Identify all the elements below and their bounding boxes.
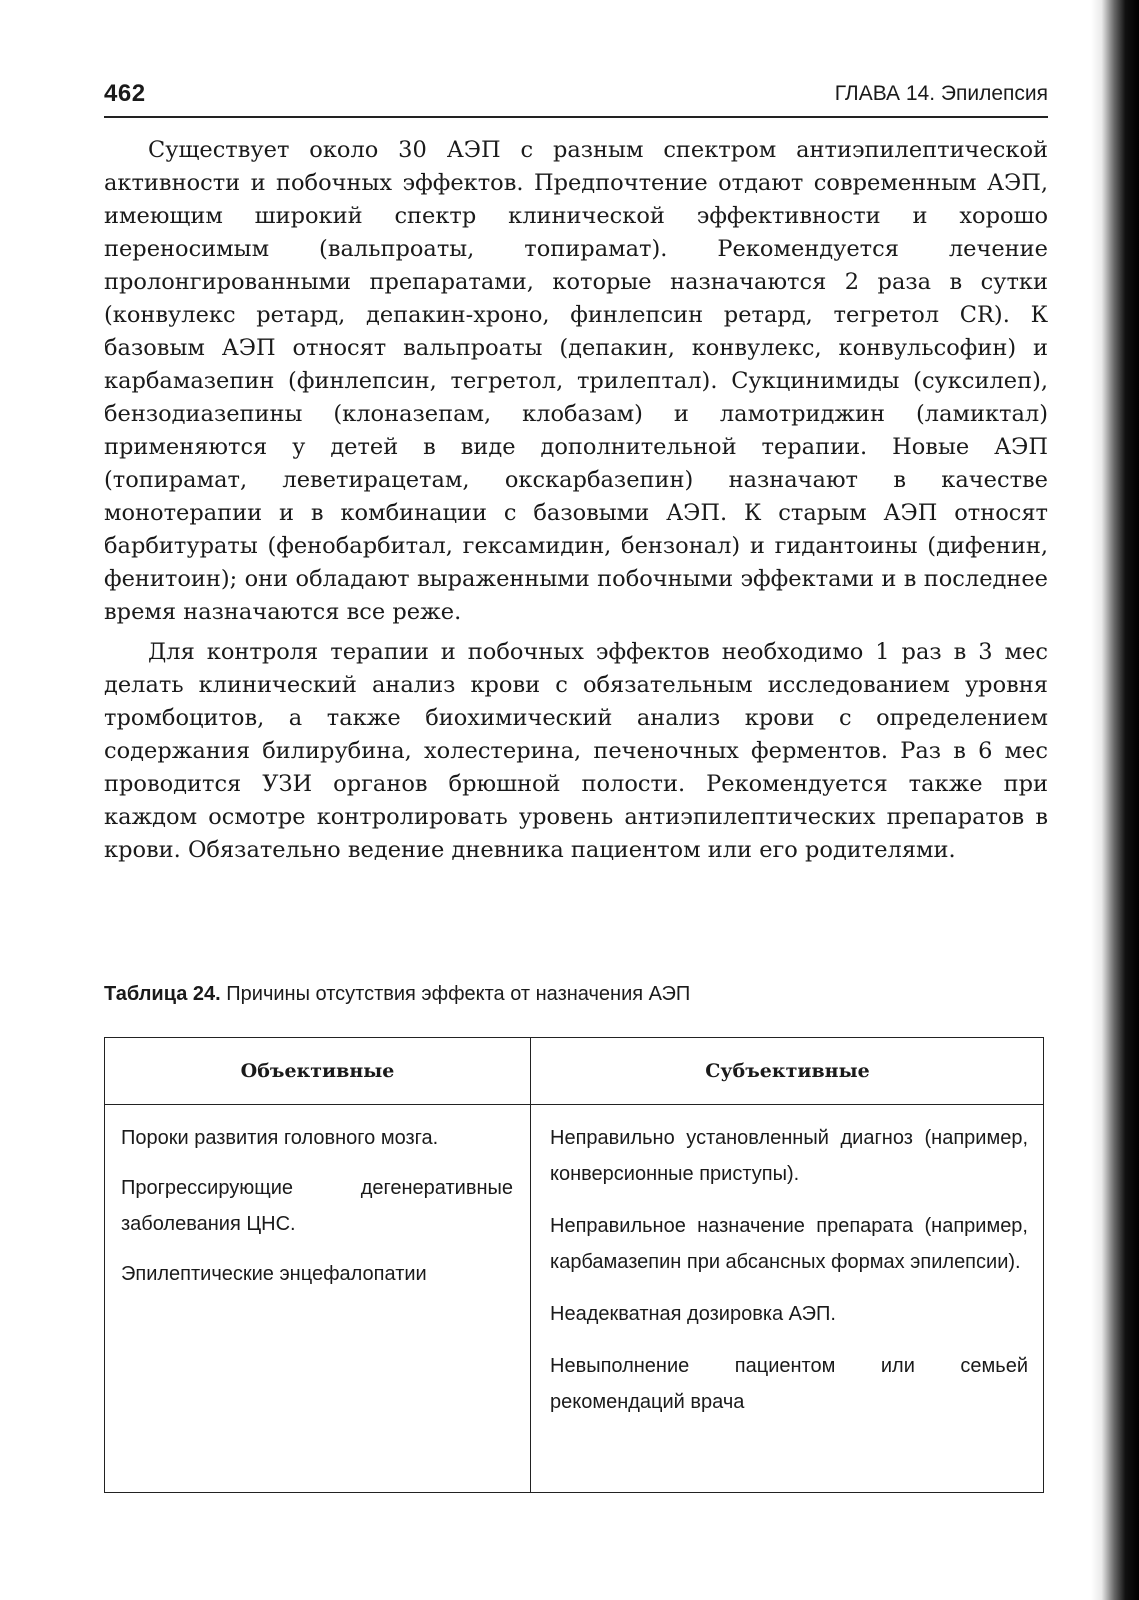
table-item: Эпилептические энцефалопатии (121, 1263, 427, 1285)
subjective-cell (550, 1120, 1028, 1420)
table-item: Прогрессирующие дегенеративные заболевания ЦНС. (121, 1177, 513, 1235)
table-item: Пороки развития головного мозга. (121, 1127, 439, 1149)
column-header-subjective: Субъективные (705, 1060, 870, 1082)
table-caption-text: Причины отсутствия эффекта от назначения АЭП (220, 983, 691, 1005)
paragraph: Для контроля терапии и побочных эффектов необходимо 1 раз в 3 мес делать клинический анализ крови с обязательным исследованием уровня тромбоцитов, а также биохимический анализ крови с определением содержания билирубина, холестерина, печеночных ферментов. Раз в 6 мес проводится УЗИ органов брюшной полости. Рекомендуется также при каждом осмотре контролировать уровень антиэпилептических препаратов в крови. Обязательно ведение дневника пациентом или его родителями. (104, 639, 1048, 863)
causes-table (104, 1037, 1044, 1493)
column-divider (530, 1038, 531, 1492)
page-number: 462 (104, 80, 146, 107)
header-divider (105, 1104, 1043, 1105)
table-item: Неадекватная дозировка АЭП. (550, 1303, 836, 1325)
table-caption-label: Таблица 24. (104, 983, 221, 1005)
table-item: Неправильно установленный диагноз (например, конверсионные приступы). (550, 1127, 1028, 1185)
objective-cell (121, 1120, 513, 1292)
table-item: Невыполнение пациентом или семьей рекомендаций врача (550, 1355, 1028, 1413)
column-header-objective: Объективные (240, 1060, 395, 1082)
paragraph: Существует около 30 АЭП с разным спектром антиэпилептической активности и побочных эффектов. Предпочтение отдают современным АЭП, имеющим широкий спектр клинической эффективности и хорошо переносимым (вальпроаты, топирамат). Рекомендуется лечение пролонгированными препаратами, которые назначаются 2 раза в сутки (конвулекс ретард, депакин-хроно, финлепсин ретард, тегретол CR). К базовым АЭП относят вальпроаты (депакин, конвулекс, конвульсофин) и карбамазепин (финлепсин, тегретол, трилептал). Сукцинимиды (суксилеп), бензодиазепины (клоназепам, клобазам) и ламотриджин (ламиктал) применяются у детей в виде дополнительной терапии. Новые АЭП (топирамат, леветирацетам, окскарбазепин) назначают в качестве монотерапии и в комбинации с базовыми АЭП. К старым АЭП относят барбитураты (фенобарбитал, гексамидин, бензонал) и гидантоины (дифенин, фенитоин); они обладают выраженными побочными эффектами и в последнее время назначаются все реже. (104, 137, 1048, 625)
table-item: Неправильное назначение препарата (например, карбамазепин при абсансных формах эпилепсии). (550, 1215, 1028, 1273)
body-text (104, 134, 1048, 867)
page-header (104, 80, 1048, 118)
table-caption (104, 983, 690, 1006)
page-edge-shadow (1091, 0, 1139, 1600)
running-head: ГЛАВА 14. Эпилепсия (834, 82, 1048, 105)
